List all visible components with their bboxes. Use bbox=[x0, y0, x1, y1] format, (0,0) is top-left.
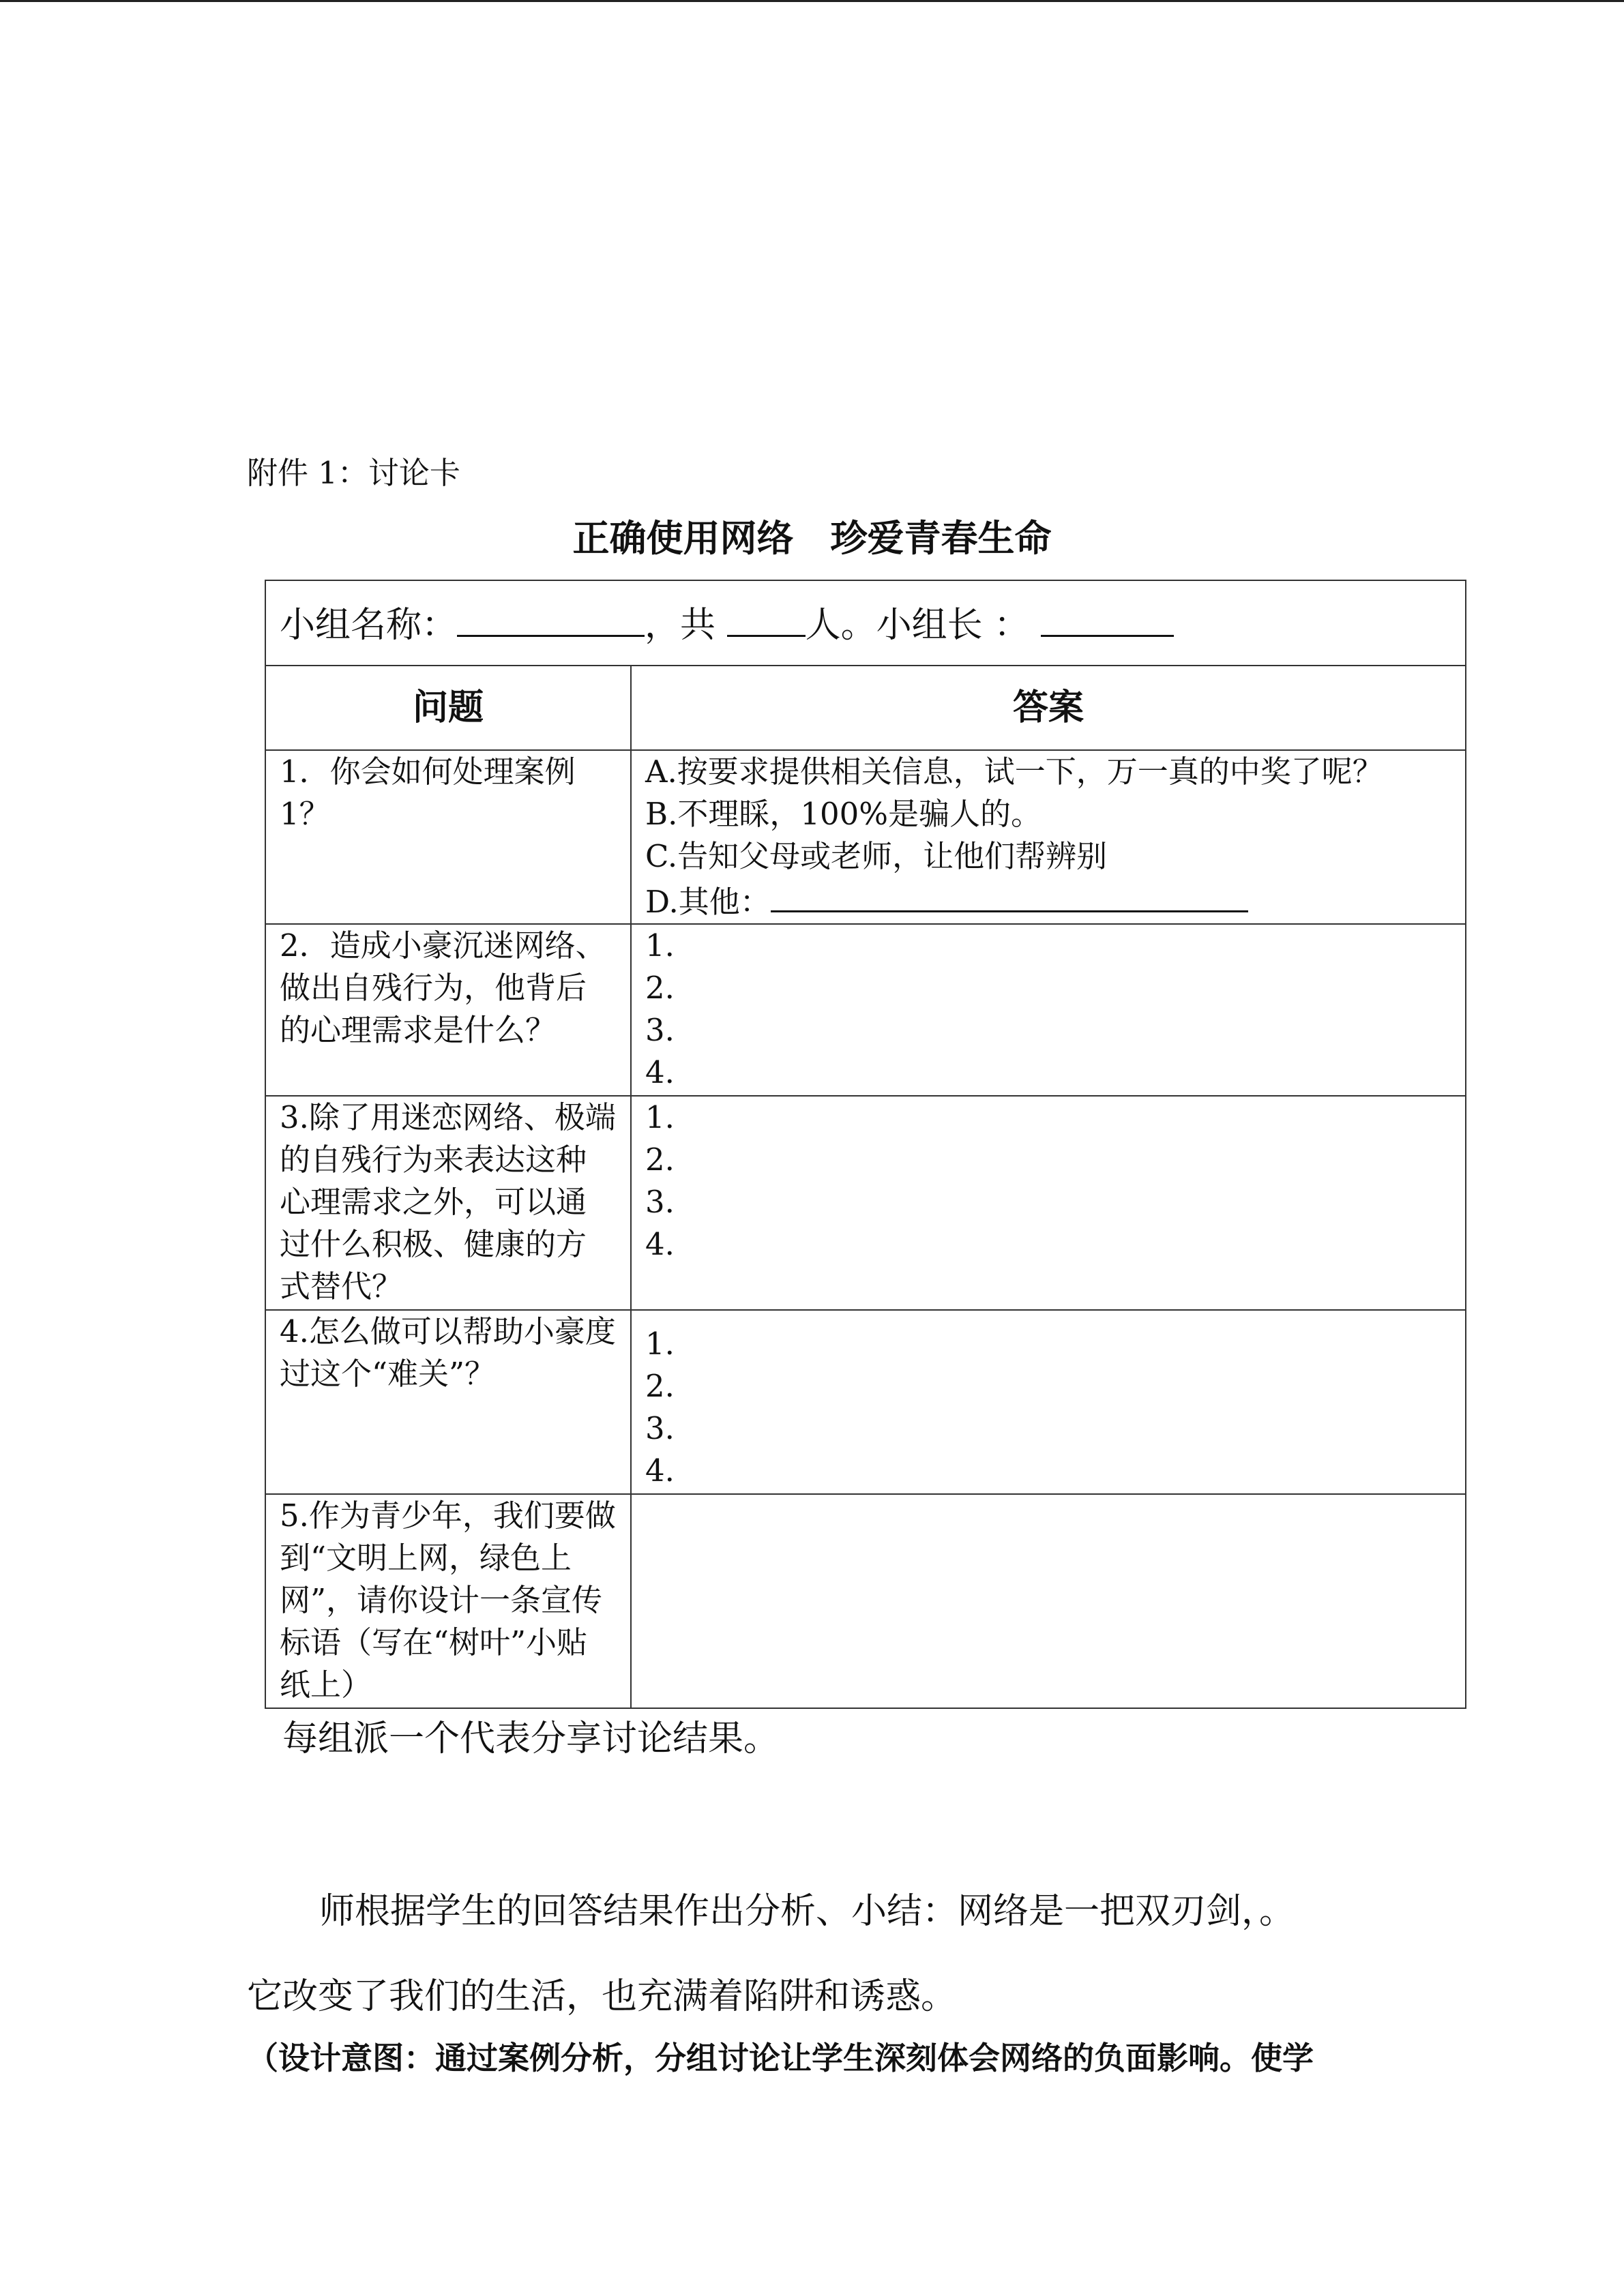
table-row bbox=[265, 924, 1466, 1096]
member-count-blank[interactable] bbox=[727, 599, 806, 637]
design-intent: （设计意图：通过案例分析，分组讨论让学生深刻体会网络的负面影响。使学 bbox=[247, 2040, 1314, 2076]
answer-line: 1. bbox=[645, 927, 675, 964]
top-border bbox=[0, 0, 1624, 2]
question-cell: 5.作为青少年，我们要做到“文明上网，绿色上网”，请你设计一条宣传标语（写在“树叶”小贴纸上） bbox=[265, 1494, 631, 1708]
group-name-label: 小组名称： bbox=[280, 605, 458, 646]
answer-line: 2. bbox=[645, 1368, 675, 1404]
question-cell: 3.除了用迷恋网络、极端的自残行为来表达这种心理需求之外，可以通过什么积极、健康的方式替代？ bbox=[265, 1096, 631, 1310]
group-name-blank[interactable] bbox=[457, 599, 645, 637]
answer-cell[interactable] bbox=[631, 1310, 1466, 1494]
answer-header: 答案 bbox=[631, 666, 1466, 750]
option-c: C.告知父母或老师，让他们帮辨别 bbox=[645, 838, 1108, 874]
answer-line: 4. bbox=[645, 1452, 675, 1489]
table-row bbox=[265, 1494, 1466, 1708]
answer-cell[interactable] bbox=[631, 1096, 1466, 1310]
answer-line: 4. bbox=[645, 1054, 675, 1090]
answer-line: 1. bbox=[645, 1326, 675, 1362]
discussion-card-table bbox=[265, 580, 1466, 1709]
summary-line-1: 师根据学生的回答结果作出分析、小结：网络是一把双刃剑，。 bbox=[319, 1891, 1295, 1932]
option-b: B.不理睬，100%是骗人的。 bbox=[645, 796, 1042, 832]
group-info-row bbox=[265, 580, 1466, 666]
question-cell: 1．你会如何处理案例1？ bbox=[265, 750, 631, 924]
answer-line: 3. bbox=[645, 1410, 675, 1446]
answer-cell[interactable] bbox=[631, 1494, 1466, 1708]
option-d-line bbox=[645, 878, 1451, 923]
answer-line: 2. bbox=[645, 970, 675, 1006]
page-title: 正确使用网络 珍爱青春生命 bbox=[572, 517, 1052, 560]
question-header: 问题 bbox=[265, 666, 631, 750]
summary-line-2: 它改变了我们的生活，也充满着陷阱和诱惑。 bbox=[247, 1976, 957, 2017]
group-leader-blank[interactable] bbox=[1041, 599, 1174, 637]
answer-line: 3. bbox=[645, 1184, 675, 1220]
member-count-prefix: ，共 bbox=[645, 605, 716, 646]
answer-line: 4. bbox=[645, 1226, 675, 1262]
option-d: D.其他： bbox=[645, 884, 771, 920]
answer-line: 1. bbox=[645, 1099, 675, 1135]
member-count-suffix: 人。小组长 ： bbox=[805, 605, 1030, 646]
option-a: A.按要求提供相关信息，试一下，万一真的中奖了呢？ bbox=[645, 754, 1383, 790]
table-row bbox=[265, 1310, 1466, 1494]
table-row bbox=[265, 1096, 1466, 1310]
attachment-label: 附件 1：讨论卡 bbox=[247, 455, 460, 491]
question-cell: 2．造成小豪沉迷网络、做出自残行为，他背后的心理需求是什么？ bbox=[265, 924, 631, 1096]
answer-cell bbox=[631, 750, 1466, 924]
answer-line: 2. bbox=[645, 1142, 675, 1178]
table-row bbox=[265, 750, 1466, 924]
share-instruction: 每组派一个代表分享讨论结果。 bbox=[282, 1718, 780, 1759]
answer-line: 3. bbox=[645, 1012, 675, 1048]
question-cell: 4.怎么做可以帮助小豪度过这个“难关”？ bbox=[265, 1310, 631, 1494]
option-d-blank[interactable] bbox=[771, 878, 1248, 912]
answer-cell[interactable] bbox=[631, 924, 1466, 1096]
